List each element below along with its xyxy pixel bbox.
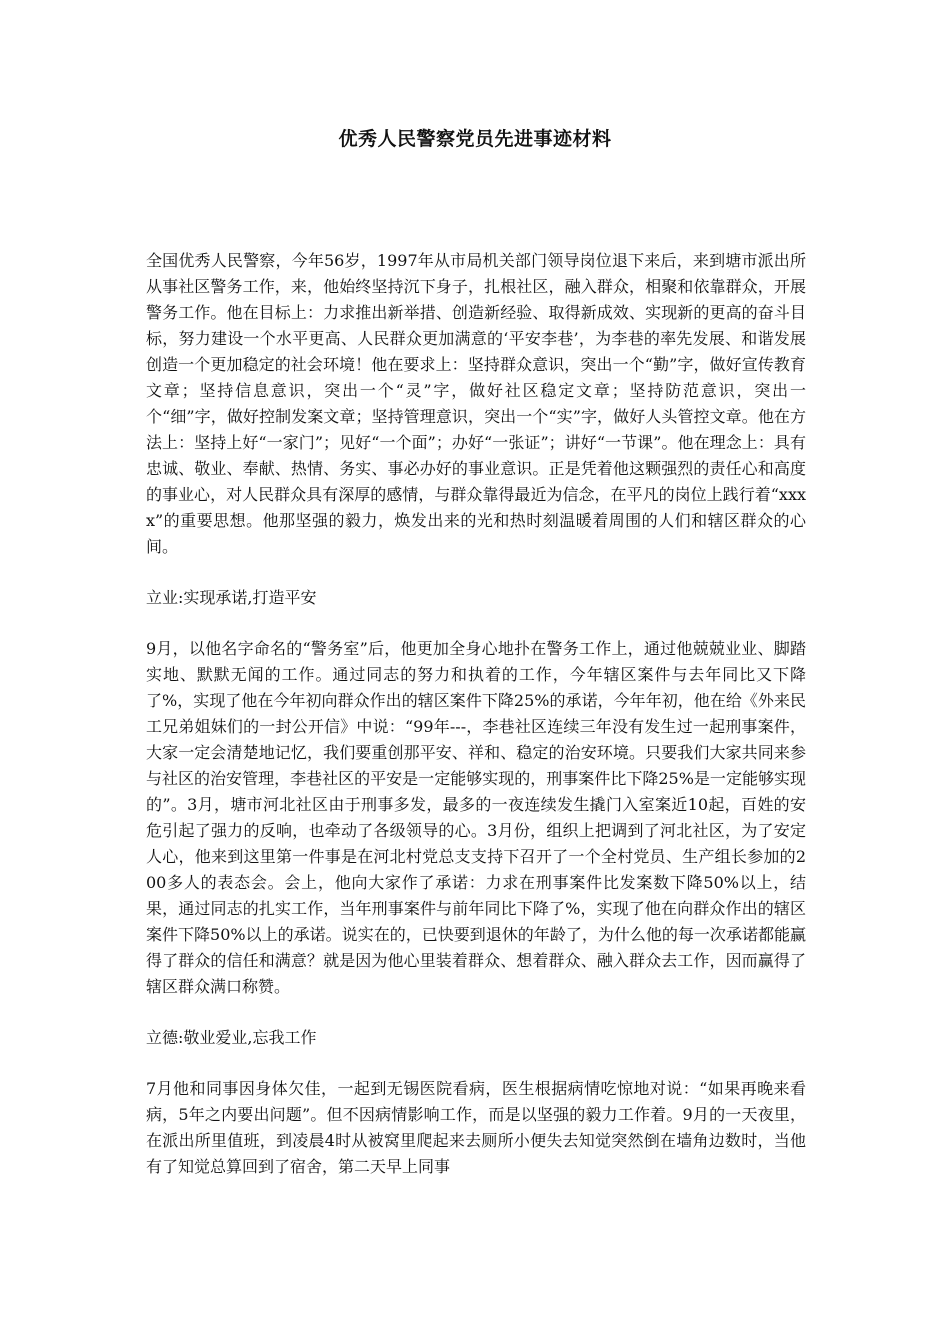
- paragraph-liye: 9月，以他名字命名的“警务室”后，他更加全身心地扑在警务工作上，通过他兢兢业业、脚踏实地、默默无闻的工作。通过同志的努力和执着的工作，今年辖区案件与去年同比又下降了%，实现了他在今年初向群众作出的辖区案件下降25%的承诺，今年年初，他在给《外来民工兄弟姐妹们的一封公开信》中说：“99年---，李巷社区连续三年没有发生过一起刑事案件，大家一定会清楚地记忆，我们要重创那平安、祥和、稳定的治安环境。只要我们大家共同来参与社区的治安管理，李巷社区的平安是一定能够实现的，刑事案件比下降25%是一定能够实现的”。3月，塘市河北社区由于刑事多发，最多的一夜连续发生撬门入室案近10起，百姓的安危引起了强力的反响，也牵动了各级领导的心。3月份，组织上把调到了河北社区，为了安定人心，他来到这里第一件事是在河北村党总支支持下召开了一个全村党员、生产组长参加的200多人的表态会。会上，他向大家作了承诺：力求在刑事案件比发案数下降50%以上，结果，通过同志的扎实工作，当年刑事案件与前年同比下降了%，实现了他在向群众作出的辖区案件下降50%以上的承诺。说实在的，已快要到退休的年龄了，为什么他的每一次承诺都能赢得了群众的信任和满意？就是因为他心里装着群众、想着群众、融入群众去工作，因而赢得了辖区群众满口称赞。: [146, 639, 806, 996]
- paragraph-intro: 全国优秀人民警察，今年56岁，1997年从市局机关部门领导岗位退下来后，来到塘市派出所从事社区警务工作，来，他始终坚持沉下身子，扎根社区，融入群众，相聚和依靠群众，开展警务工作。他在目标上：力求推出新举措、创造新经验、取得新成效、实现新的更高的奋斗目标，努力建设一个水平更高、人民群众更加满意的‘平安李巷’，为李巷的率先发展、和谐发展创造一个更加稳定的社会环境！他在要求上：坚持群众意识，突出一个“勤”字，做好宣传教育文章；坚持信息意识，突出一个“灵”字，做好社区稳定文章；坚持防范意识，突出一个“细”字，做好控制发案文章；坚持管理意识，突出一个“实”字，做好人头管控文章。他在方法上：坚持上好“一家门”；见好“一个面”；办好“一张证”；讲好“一节课”。他在理念上：具有忠诚、敬业、奉献、热情、务实、事必办好的事业意识。正是凭着他这颗强烈的责任心和高度的事业心，对人民群众具有深厚的感情，与群众靠得最近为信念，在平凡的岗位上践行着“xxxx”的重要思想。他那坚强的毅力，焕发出来的光和热时刻温暖着周围的人们和辖区群众的心间。: [146, 251, 806, 556]
- section-heading-liye: 立业:实现承诺,打造平安: [146, 588, 317, 607]
- document-body: [146, 248, 806, 1205]
- paragraph-lide: 7月他和同事因身体欠佳，一起到无锡医院看病，医生根据病情吃惊地对说：“如果再晚来看病，5年之内要出问题”。但不因病情影响工作，而是以坚强的毅力工作着。9月的一天夜里，在派出所里值班，到凌晨4时从被窝里爬起来去厕所小便失去知觉突然倒在墙角边数时，当他有了知觉总算回到了宿舍，第二天早上同事: [146, 1079, 806, 1176]
- document-title: 优秀人民警察党员先进事迹材料: [338, 128, 612, 150]
- section-heading-lide: 立德:敬业爱业,忘我工作: [146, 1028, 317, 1047]
